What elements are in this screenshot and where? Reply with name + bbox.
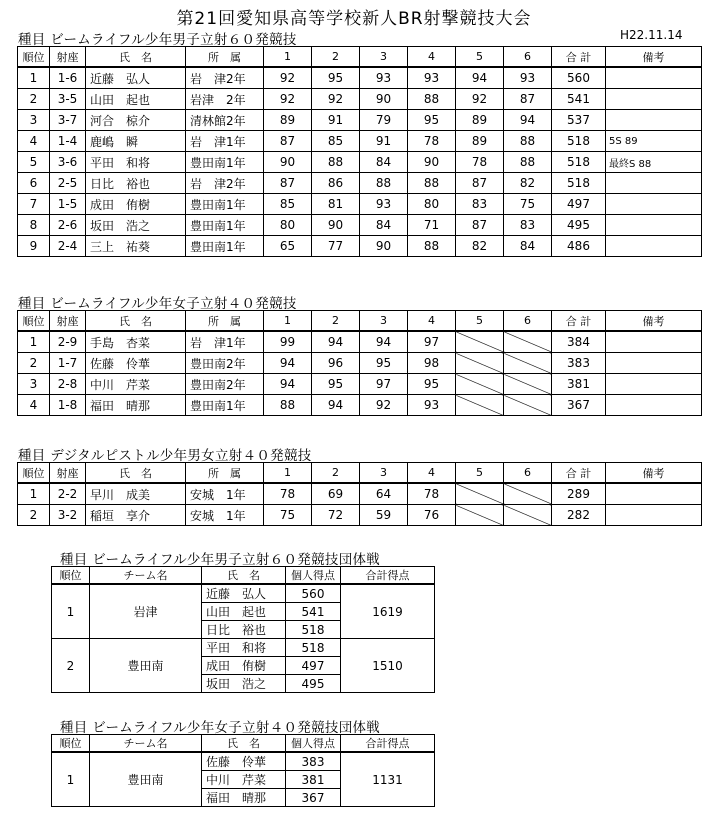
cell-individual-score: 518 bbox=[286, 639, 341, 657]
cell-remarks bbox=[606, 236, 702, 257]
header-team-total: 合計得点 bbox=[341, 567, 435, 585]
cell-lane: 1-4 bbox=[50, 131, 86, 152]
cell-total: 518 bbox=[552, 152, 606, 173]
cell-affiliation: 清林館2年 bbox=[186, 110, 264, 131]
cell-series-6 bbox=[504, 331, 552, 353]
cell-remarks bbox=[606, 173, 702, 194]
cell-series-1: 65 bbox=[264, 236, 312, 257]
cell-team-name: 豊田南 bbox=[90, 752, 202, 807]
cell-series-5: 89 bbox=[456, 131, 504, 152]
table-row bbox=[52, 752, 435, 771]
cell-remarks bbox=[606, 67, 702, 89]
cell-series-1: 87 bbox=[264, 131, 312, 152]
cell-series-6: 84 bbox=[504, 236, 552, 257]
header-series-1: 1 bbox=[264, 47, 312, 68]
header-name: 氏 名 bbox=[86, 311, 186, 332]
page-title: 第21回愛知県高等学校新人BR射撃競技大会 bbox=[176, 9, 532, 29]
cell-series-1: 87 bbox=[264, 173, 312, 194]
header-row bbox=[52, 567, 435, 585]
cell-name: 近藤 弘人 bbox=[86, 67, 186, 89]
cell-series-4: 80 bbox=[408, 194, 456, 215]
cell-series-3: 94 bbox=[360, 331, 408, 353]
cell-name: 手島 杏菜 bbox=[86, 331, 186, 353]
cell-affiliation: 安城 1年 bbox=[186, 483, 264, 505]
table-row bbox=[18, 331, 702, 353]
cell-name: 福田 晴那 bbox=[86, 395, 186, 416]
cell-series-3: 84 bbox=[360, 152, 408, 173]
cell-series-4: 95 bbox=[408, 110, 456, 131]
cell-series-1: 99 bbox=[264, 331, 312, 353]
cell-affiliation: 豊田南1年 bbox=[186, 395, 264, 416]
cell-series-3: 92 bbox=[360, 395, 408, 416]
header-affiliation: 所 属 bbox=[186, 463, 264, 484]
cell-rank: 3 bbox=[18, 374, 50, 395]
cell-series-4: 95 bbox=[408, 374, 456, 395]
cell-total: 486 bbox=[552, 236, 606, 257]
cell-series-4: 71 bbox=[408, 215, 456, 236]
cell-individual-score: 541 bbox=[286, 603, 341, 621]
cell-series-3: 90 bbox=[360, 89, 408, 110]
cell-name: 坂田 浩之 bbox=[86, 215, 186, 236]
event-date: H22.11.14 bbox=[620, 28, 683, 42]
cell-series-2: 81 bbox=[312, 194, 360, 215]
cell-series-5 bbox=[456, 353, 504, 374]
cell-series-4: 88 bbox=[408, 173, 456, 194]
cell-series-6: 83 bbox=[504, 215, 552, 236]
section-title-boys-team: 種目 ビームライフル少年男子立射６０発競技団体戦 bbox=[60, 552, 381, 568]
header-row bbox=[18, 463, 702, 484]
cell-individual-score: 560 bbox=[286, 584, 341, 603]
cell-lane: 1-7 bbox=[50, 353, 86, 374]
cell-series-3: 91 bbox=[360, 131, 408, 152]
cell-series-5 bbox=[456, 483, 504, 505]
cell-series-1: 80 bbox=[264, 215, 312, 236]
cell-individual-score: 383 bbox=[286, 752, 341, 771]
cell-lane: 2-9 bbox=[50, 331, 86, 353]
cell-rank: 2 bbox=[18, 505, 50, 526]
cell-series-6: 88 bbox=[504, 131, 552, 152]
cell-rank: 1 bbox=[52, 752, 90, 807]
cell-series-4: 93 bbox=[408, 67, 456, 89]
cell-affiliation: 岩 津1年 bbox=[186, 131, 264, 152]
cell-lane: 3-2 bbox=[50, 505, 86, 526]
cell-rank: 1 bbox=[18, 331, 50, 353]
cell-affiliation: 豊田南1年 bbox=[186, 236, 264, 257]
cell-series-6: 88 bbox=[504, 152, 552, 173]
cell-series-2: 95 bbox=[312, 67, 360, 89]
header-team-total: 合計得点 bbox=[341, 735, 435, 753]
cell-series-5: 87 bbox=[456, 215, 504, 236]
cell-total: 289 bbox=[552, 483, 606, 505]
cell-individual-score: 381 bbox=[286, 771, 341, 789]
table-row bbox=[52, 584, 435, 603]
header-series-2: 2 bbox=[312, 311, 360, 332]
cell-affiliation: 豊田南2年 bbox=[186, 353, 264, 374]
cell-name: 山田 起也 bbox=[86, 89, 186, 110]
header-series-2: 2 bbox=[312, 463, 360, 484]
cell-team-total: 1510 bbox=[341, 639, 435, 693]
cell-member-name: 福田 晴那 bbox=[202, 789, 286, 807]
header-name: 氏 名 bbox=[86, 47, 186, 68]
cell-series-1: 75 bbox=[264, 505, 312, 526]
cell-series-3: 95 bbox=[360, 353, 408, 374]
cell-series-2: 94 bbox=[312, 331, 360, 353]
cell-series-5 bbox=[456, 331, 504, 353]
cell-lane: 3-6 bbox=[50, 152, 86, 173]
cell-lane: 3-7 bbox=[50, 110, 86, 131]
cell-team-name: 岩津 bbox=[90, 584, 202, 639]
cell-affiliation: 岩 津1年 bbox=[186, 331, 264, 353]
cell-series-5 bbox=[456, 505, 504, 526]
section-title-girls-team: 種目 ビームライフル少年女子立射４０発競技団体戦 bbox=[60, 720, 381, 736]
cell-lane: 1-6 bbox=[50, 67, 86, 89]
cell-rank: 2 bbox=[18, 353, 50, 374]
cell-affiliation: 豊田南2年 bbox=[186, 374, 264, 395]
header-lane: 射座 bbox=[50, 311, 86, 332]
table-row bbox=[18, 236, 702, 257]
cell-name: 日比 裕也 bbox=[86, 173, 186, 194]
cell-series-2: 92 bbox=[312, 89, 360, 110]
cell-lane: 1-5 bbox=[50, 194, 86, 215]
cell-remarks bbox=[606, 395, 702, 416]
cell-total: 518 bbox=[552, 173, 606, 194]
cell-rank: 7 bbox=[18, 194, 50, 215]
header-remarks: 備考 bbox=[606, 47, 702, 68]
cell-series-4: 88 bbox=[408, 89, 456, 110]
header-series-5: 5 bbox=[456, 311, 504, 332]
cell-series-1: 90 bbox=[264, 152, 312, 173]
results-table-pistol bbox=[17, 462, 702, 526]
cell-member-name: 佐藤 伶華 bbox=[202, 752, 286, 771]
cell-rank: 2 bbox=[18, 89, 50, 110]
cell-series-3: 97 bbox=[360, 374, 408, 395]
table-row bbox=[18, 131, 702, 152]
cell-team-name: 豊田南 bbox=[90, 639, 202, 693]
cell-series-4: 78 bbox=[408, 483, 456, 505]
header-lane: 射座 bbox=[50, 463, 86, 484]
results-table-girls-rifle bbox=[17, 310, 702, 416]
header-total: 合 計 bbox=[552, 463, 606, 484]
cell-lane: 1-8 bbox=[50, 395, 86, 416]
cell-series-2: 94 bbox=[312, 395, 360, 416]
header-series-1: 1 bbox=[264, 311, 312, 332]
cell-total: 537 bbox=[552, 110, 606, 131]
cell-remarks bbox=[606, 331, 702, 353]
cell-total: 541 bbox=[552, 89, 606, 110]
cell-member-name: 中川 芹菜 bbox=[202, 771, 286, 789]
cell-lane: 2-4 bbox=[50, 236, 86, 257]
cell-series-2: 85 bbox=[312, 131, 360, 152]
header-series-4: 4 bbox=[408, 47, 456, 68]
cell-member-name: 日比 裕也 bbox=[202, 621, 286, 639]
header-individual-score: 個人得点 bbox=[286, 735, 341, 753]
header-rank: 順位 bbox=[52, 567, 90, 585]
cell-series-3: 93 bbox=[360, 67, 408, 89]
cell-rank: 4 bbox=[18, 131, 50, 152]
header-remarks: 備考 bbox=[606, 311, 702, 332]
cell-name: 成田 侑樹 bbox=[86, 194, 186, 215]
header-rank: 順位 bbox=[18, 47, 50, 68]
cell-total: 560 bbox=[552, 67, 606, 89]
header-lane: 射座 bbox=[50, 47, 86, 68]
table-row bbox=[52, 639, 435, 657]
cell-series-1: 92 bbox=[264, 89, 312, 110]
cell-individual-score: 367 bbox=[286, 789, 341, 807]
section-title-boys-rifle: 種目 ビームライフル少年男子立射６０発競技 bbox=[18, 32, 297, 48]
header-row bbox=[18, 47, 702, 68]
cell-series-6 bbox=[504, 353, 552, 374]
cell-series-3: 84 bbox=[360, 215, 408, 236]
cell-series-5: 83 bbox=[456, 194, 504, 215]
results-table-boys-rifle bbox=[17, 46, 702, 257]
header-series-6: 6 bbox=[504, 47, 552, 68]
cell-remarks bbox=[606, 505, 702, 526]
cell-lane: 2-5 bbox=[50, 173, 86, 194]
team-table-girls bbox=[51, 734, 435, 807]
cell-series-4: 98 bbox=[408, 353, 456, 374]
cell-series-5 bbox=[456, 395, 504, 416]
cell-series-2: 96 bbox=[312, 353, 360, 374]
header-affiliation: 所 属 bbox=[186, 311, 264, 332]
cell-series-5: 94 bbox=[456, 67, 504, 89]
cell-member-name: 山田 起也 bbox=[202, 603, 286, 621]
header-rank: 順位 bbox=[52, 735, 90, 753]
cell-total: 282 bbox=[552, 505, 606, 526]
cell-series-6 bbox=[504, 483, 552, 505]
header-series-3: 3 bbox=[360, 463, 408, 484]
cell-series-6: 82 bbox=[504, 173, 552, 194]
cell-total: 518 bbox=[552, 131, 606, 152]
cell-name: 稲垣 享介 bbox=[86, 505, 186, 526]
cell-rank: 2 bbox=[52, 639, 90, 693]
cell-series-3: 79 bbox=[360, 110, 408, 131]
cell-affiliation: 豊田南1年 bbox=[186, 215, 264, 236]
cell-remarks bbox=[606, 110, 702, 131]
header-individual-score: 個人得点 bbox=[286, 567, 341, 585]
cell-rank: 3 bbox=[18, 110, 50, 131]
cell-rank: 1 bbox=[18, 483, 50, 505]
cell-series-6: 93 bbox=[504, 67, 552, 89]
header-series-5: 5 bbox=[456, 47, 504, 68]
cell-name: 三上 祐葵 bbox=[86, 236, 186, 257]
cell-individual-score: 518 bbox=[286, 621, 341, 639]
cell-series-2: 72 bbox=[312, 505, 360, 526]
cell-series-4: 76 bbox=[408, 505, 456, 526]
header-series-1: 1 bbox=[264, 463, 312, 484]
header-remarks: 備考 bbox=[606, 463, 702, 484]
cell-lane: 2-8 bbox=[50, 374, 86, 395]
cell-series-1: 88 bbox=[264, 395, 312, 416]
table-row bbox=[18, 505, 702, 526]
cell-member-name: 成田 侑樹 bbox=[202, 657, 286, 675]
header-row bbox=[52, 735, 435, 753]
cell-total: 381 bbox=[552, 374, 606, 395]
table-row bbox=[18, 374, 702, 395]
header-series-6: 6 bbox=[504, 311, 552, 332]
cell-remarks: 最終S 88 bbox=[606, 152, 702, 173]
cell-remarks bbox=[606, 353, 702, 374]
cell-series-2: 88 bbox=[312, 152, 360, 173]
header-rank: 順位 bbox=[18, 311, 50, 332]
cell-total: 495 bbox=[552, 215, 606, 236]
cell-series-1: 92 bbox=[264, 67, 312, 89]
cell-member-name: 坂田 浩之 bbox=[202, 675, 286, 693]
cell-rank: 6 bbox=[18, 173, 50, 194]
cell-rank: 9 bbox=[18, 236, 50, 257]
table-row bbox=[18, 89, 702, 110]
cell-name: 中川 芹菜 bbox=[86, 374, 186, 395]
cell-name: 平田 和将 bbox=[86, 152, 186, 173]
table-row bbox=[18, 353, 702, 374]
header-series-3: 3 bbox=[360, 311, 408, 332]
cell-rank: 1 bbox=[52, 584, 90, 639]
cell-rank: 8 bbox=[18, 215, 50, 236]
header-team-name: チーム名 bbox=[90, 567, 202, 585]
cell-series-2: 69 bbox=[312, 483, 360, 505]
cell-individual-score: 497 bbox=[286, 657, 341, 675]
cell-affiliation: 岩津 2年 bbox=[186, 89, 264, 110]
table-row bbox=[18, 173, 702, 194]
cell-affiliation: 岩 津2年 bbox=[186, 173, 264, 194]
table-row bbox=[18, 395, 702, 416]
header-series-2: 2 bbox=[312, 47, 360, 68]
cell-name: 河合 椋介 bbox=[86, 110, 186, 131]
cell-name: 鹿嶋 瞬 bbox=[86, 131, 186, 152]
cell-series-1: 94 bbox=[264, 374, 312, 395]
cell-remarks: 5S 89 bbox=[606, 131, 702, 152]
cell-series-5: 92 bbox=[456, 89, 504, 110]
cell-total: 497 bbox=[552, 194, 606, 215]
cell-series-6 bbox=[504, 395, 552, 416]
table-row bbox=[18, 215, 702, 236]
table-row bbox=[18, 483, 702, 505]
cell-affiliation: 岩 津2年 bbox=[186, 67, 264, 89]
cell-rank: 5 bbox=[18, 152, 50, 173]
cell-lane: 2-2 bbox=[50, 483, 86, 505]
cell-remarks bbox=[606, 194, 702, 215]
cell-series-1: 78 bbox=[264, 483, 312, 505]
header-affiliation: 所 属 bbox=[186, 47, 264, 68]
cell-rank: 4 bbox=[18, 395, 50, 416]
cell-total: 367 bbox=[552, 395, 606, 416]
header-series-4: 4 bbox=[408, 311, 456, 332]
cell-series-2: 95 bbox=[312, 374, 360, 395]
cell-affiliation: 安城 1年 bbox=[186, 505, 264, 526]
cell-series-4: 88 bbox=[408, 236, 456, 257]
cell-series-6 bbox=[504, 505, 552, 526]
cell-series-6 bbox=[504, 374, 552, 395]
header-total: 合 計 bbox=[552, 311, 606, 332]
cell-series-5: 78 bbox=[456, 152, 504, 173]
header-team-name: チーム名 bbox=[90, 735, 202, 753]
cell-series-2: 77 bbox=[312, 236, 360, 257]
cell-remarks bbox=[606, 89, 702, 110]
cell-series-5: 82 bbox=[456, 236, 504, 257]
cell-remarks bbox=[606, 483, 702, 505]
table-row bbox=[18, 110, 702, 131]
cell-series-5: 87 bbox=[456, 173, 504, 194]
table-row bbox=[18, 67, 702, 89]
header-row bbox=[18, 311, 702, 332]
cell-team-total: 1131 bbox=[341, 752, 435, 807]
header-rank: 順位 bbox=[18, 463, 50, 484]
cell-series-1: 85 bbox=[264, 194, 312, 215]
cell-series-3: 93 bbox=[360, 194, 408, 215]
cell-lane: 2-6 bbox=[50, 215, 86, 236]
cell-individual-score: 495 bbox=[286, 675, 341, 693]
cell-total: 383 bbox=[552, 353, 606, 374]
cell-team-total: 1619 bbox=[341, 584, 435, 639]
cell-affiliation: 豊田南1年 bbox=[186, 152, 264, 173]
cell-affiliation: 豊田南1年 bbox=[186, 194, 264, 215]
cell-name: 佐藤 伶華 bbox=[86, 353, 186, 374]
cell-series-4: 93 bbox=[408, 395, 456, 416]
cell-series-2: 86 bbox=[312, 173, 360, 194]
cell-series-2: 90 bbox=[312, 215, 360, 236]
cell-series-3: 88 bbox=[360, 173, 408, 194]
cell-series-3: 90 bbox=[360, 236, 408, 257]
cell-series-6: 94 bbox=[504, 110, 552, 131]
cell-total: 384 bbox=[552, 331, 606, 353]
cell-series-5 bbox=[456, 374, 504, 395]
section-title-girls-rifle: 種目 ビームライフル少年女子立射４０発競技 bbox=[18, 296, 297, 312]
header-member-name: 氏 名 bbox=[202, 567, 286, 585]
cell-series-3: 64 bbox=[360, 483, 408, 505]
header-name: 氏 名 bbox=[86, 463, 186, 484]
table-row bbox=[18, 194, 702, 215]
cell-remarks bbox=[606, 374, 702, 395]
cell-series-1: 94 bbox=[264, 353, 312, 374]
cell-member-name: 平田 和将 bbox=[202, 639, 286, 657]
cell-series-6: 87 bbox=[504, 89, 552, 110]
cell-series-1: 89 bbox=[264, 110, 312, 131]
cell-series-5: 89 bbox=[456, 110, 504, 131]
team-table-boys bbox=[51, 566, 435, 693]
header-series-4: 4 bbox=[408, 463, 456, 484]
cell-series-4: 78 bbox=[408, 131, 456, 152]
cell-series-2: 91 bbox=[312, 110, 360, 131]
section-title-pistol: 種目 デジタルピストル少年男女立射４０発競技 bbox=[18, 448, 312, 464]
cell-name: 早川 成美 bbox=[86, 483, 186, 505]
header-total: 合 計 bbox=[552, 47, 606, 68]
table-row bbox=[18, 152, 702, 173]
cell-remarks bbox=[606, 215, 702, 236]
cell-series-4: 97 bbox=[408, 331, 456, 353]
cell-series-6: 75 bbox=[504, 194, 552, 215]
cell-lane: 3-5 bbox=[50, 89, 86, 110]
header-series-6: 6 bbox=[504, 463, 552, 484]
cell-series-3: 59 bbox=[360, 505, 408, 526]
cell-member-name: 近藤 弘人 bbox=[202, 584, 286, 603]
cell-series-4: 90 bbox=[408, 152, 456, 173]
header-series-5: 5 bbox=[456, 463, 504, 484]
header-member-name: 氏 名 bbox=[202, 735, 286, 753]
cell-rank: 1 bbox=[18, 67, 50, 89]
header-series-3: 3 bbox=[360, 47, 408, 68]
